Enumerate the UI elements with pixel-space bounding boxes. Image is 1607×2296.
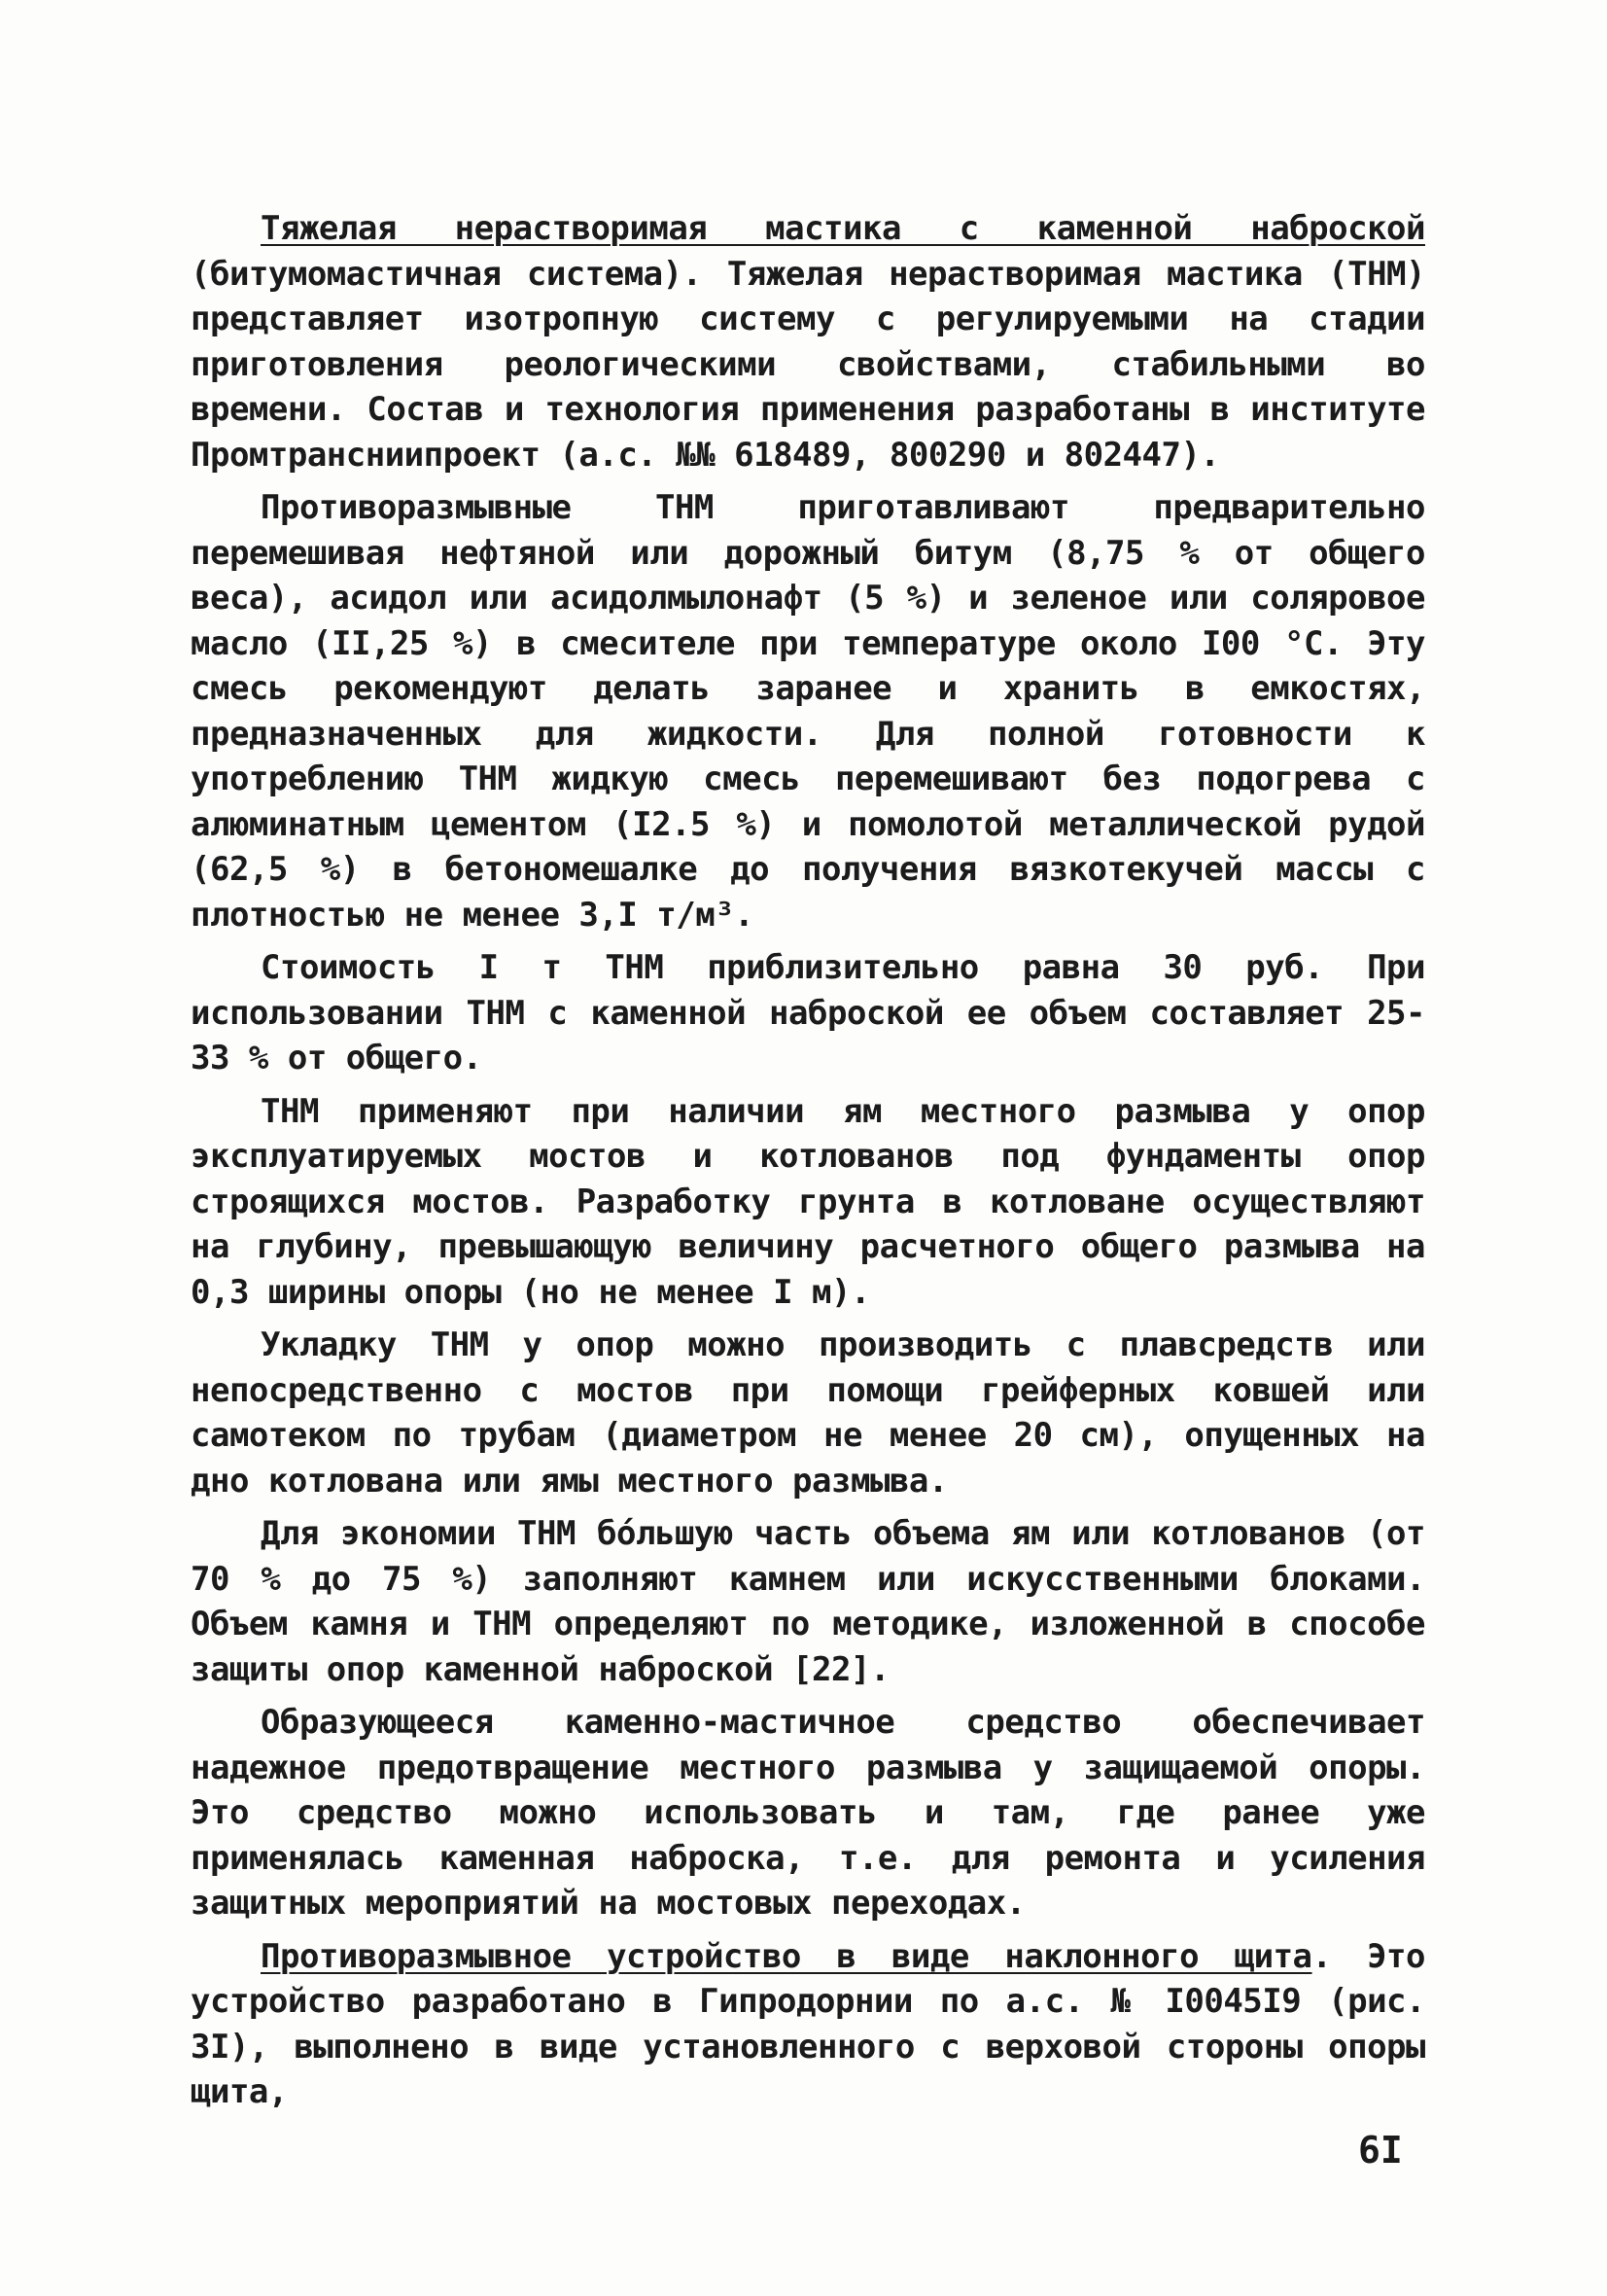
paragraph-application xyxy=(191,1089,1425,1316)
paragraph-text: Стоимость I т ТНМ приблизительно равна 30 руб. При использовании ТНМ с каменной наброской ее объем составляет 25-33 % от общего. xyxy=(191,948,1425,1077)
section-heading-inclined-shield: Противоразмывное устройство в виде наклонного щита xyxy=(261,1936,1312,1976)
section-heading-heavy-mastic: Тяжелая нерастворимая мастика с каменной наброской xyxy=(261,209,1425,248)
paragraph-placement xyxy=(191,1323,1425,1503)
paragraph-heavy-mastic xyxy=(191,206,1425,477)
page-number: 6I xyxy=(1358,2129,1403,2172)
paragraph-economy xyxy=(191,1511,1425,1692)
paragraph-text: Образующееся каменно-мастичное средство обеспечивает надежное предотвращение местного размыва у защищаемой опоры. Это средство можно использовать и там, где ранее уже применялась каменная наброска, т.е. для ремонта и усиления защитных мероприятий на мостовых переходах. xyxy=(191,1703,1425,1923)
paragraph-text: . Это устройство разработано в Гипродорнии по а.с. № I0045I9 (рис. 3I), выполнено в виде установленного с верховой стороны опоры щита, xyxy=(191,1936,1425,2111)
paragraph-inclined-shield xyxy=(191,1934,1425,2115)
paragraph-text: Для экономии ТНМ бóльшую часть объема ям или котлованов (от 70 % до 75 %) заполняют камнем или искусственными блоками. Объем камня и ТНМ определяют по методике, изложенной в способе защиты опор каменной наброской [22]. xyxy=(191,1514,1425,1689)
paragraph-text: ТНМ применяют при наличии ям местного размыва у опор эксплуатируемых мостов и котлованов под фундаменты опор строящихся мостов. Разработку грунта в котловане осуществляют на глубину, превышающую величину расчетного общего размыва на 0,3 ширины опоры (но не менее I м). xyxy=(191,1091,1425,1312)
paragraph-text: Укладку ТНМ у опор можно производить с плавсредств или непосредственно с мостов при помощи грейферных ковшей или самотеком по трубам (диаметром не менее 20 см), опущенных на дно котлована или ямы местного размыва. xyxy=(191,1325,1425,1501)
body-text xyxy=(191,206,1425,2123)
paragraph-text: Противоразмывные ТНМ приготавливают предварительно перемешивая нефтяной или дорожный битум (8,75 % от общего веса), асидол или асидолмылонафт (5 %) и зеленое или соляровое масло (II,25 %) в смесителе при температуре около I00 °С. Эту смесь рекомендуют делать заранее и хранить в емкостях, предназначенных для жидкости. Для полной готовности к употреблению ТНМ жидкую смесь перемешивают без подогрева с алюминатным цементом (I2.5 %) и помолотой металлической рудой (62,5 %) в бетономешалке до получения вязкотекучей массы с плотностью не менее 3,I т/м³. xyxy=(191,488,1425,935)
paragraph-cost xyxy=(191,945,1425,1081)
paragraph-preparation xyxy=(191,485,1425,937)
paragraph-result xyxy=(191,1700,1425,1926)
paragraph-text: (битумомастичная система). Тяжелая нерастворимая мастика (ТНМ) представляет изотропную систему с регулируемыми на стадии приготовления реологическими свойствами, стабильными во времени. Состав и технология применения разработаны в институте Промтрансниипроект (а.с. №№ 618489, 800290 и 802447). xyxy=(191,254,1425,475)
